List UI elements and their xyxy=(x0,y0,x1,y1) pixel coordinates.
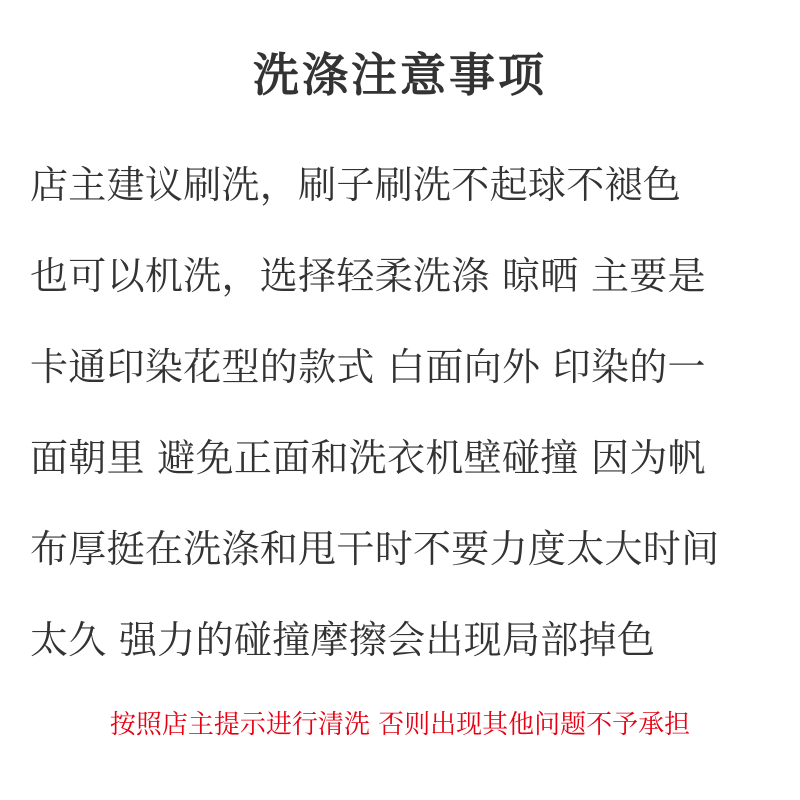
instruction-line-4: 面朝里 避免正面和洗衣机壁碰撞 因为帆 xyxy=(30,436,706,480)
instruction-line-5: 布厚挺在洗涤和甩干时不要力度太大时间 xyxy=(30,527,720,571)
instruction-line-2: 也可以机洗，选择轻柔洗涤 晾晒 主要是 xyxy=(30,254,706,298)
disclaimer-note: 按照店主提示进行清洗 否则出现其他问题不予承担 xyxy=(109,710,691,740)
page-title: 洗涤注意事项 xyxy=(253,48,547,102)
instruction-line-6: 太久 强力的碰撞摩擦会出现局部掉色 xyxy=(30,618,656,662)
instruction-text-block xyxy=(30,155,780,701)
instruction-line-3: 卡通印染花型的款式 白面向外 印染的一 xyxy=(30,345,706,389)
instruction-line-1: 店主建议刷洗，刷子刷洗不起球不褪色 xyxy=(30,163,682,207)
